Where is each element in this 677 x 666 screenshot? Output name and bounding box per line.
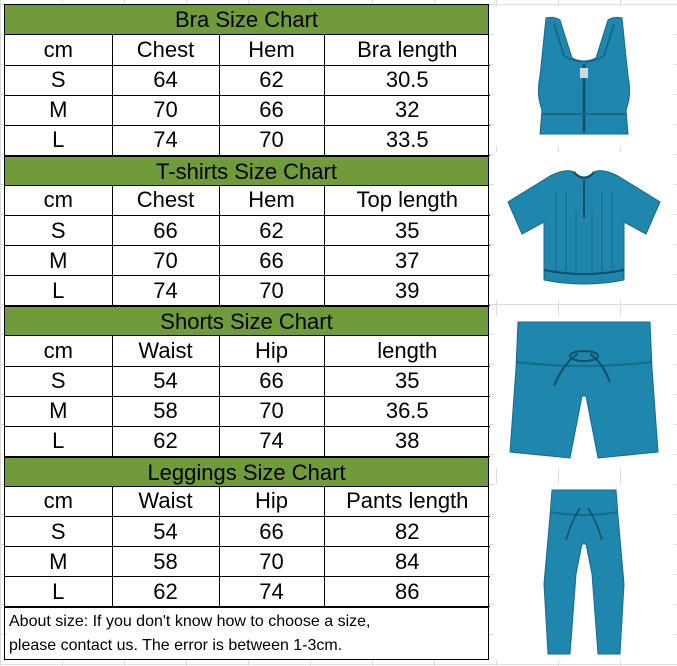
table-cell: 58 — [112, 547, 219, 577]
table-cell: 70 — [219, 276, 324, 306]
table-cell: S — [5, 366, 112, 396]
table-cell: 70 — [219, 396, 324, 426]
table-cell: L — [5, 426, 112, 456]
table-cell: M — [5, 396, 112, 426]
table-cell: S — [5, 517, 112, 547]
table-cell: 70 — [112, 95, 219, 125]
table-cell: 74 — [112, 276, 219, 306]
leggings-size-section — [5, 457, 488, 608]
table-cell: 74 — [219, 577, 324, 607]
table-cell: 33.5 — [324, 125, 490, 155]
table-cell: 82 — [324, 517, 490, 547]
header-cell: Hip — [219, 487, 324, 517]
leggings-size-table — [5, 487, 490, 608]
shorts-size-section — [5, 306, 488, 457]
size-note — [5, 607, 488, 663]
bra-size-section — [5, 5, 488, 156]
bra-section-title: Bra Size Chart — [5, 5, 488, 35]
shorts-photo — [494, 316, 674, 468]
table-row — [5, 125, 490, 155]
table-cell: 32 — [324, 95, 490, 125]
table-cell: L — [5, 276, 112, 306]
header-cell: cm — [5, 186, 112, 216]
table-cell: M — [5, 547, 112, 577]
header-cell: cm — [5, 336, 112, 366]
header-cell: Top length — [324, 186, 490, 216]
table-cell: 70 — [219, 125, 324, 155]
table-cell: 64 — [112, 65, 219, 95]
table-cell: L — [5, 577, 112, 607]
table-row — [5, 246, 490, 276]
t-shirt-photo — [494, 152, 674, 300]
table-cell: 66 — [219, 246, 324, 276]
table-row — [5, 366, 490, 396]
tshirt-size-table — [5, 186, 490, 307]
size-note-line: please contact us. The error is between 1-3cm. — [9, 637, 343, 654]
table-cell: 62 — [219, 216, 324, 246]
table-cell: 54 — [112, 517, 219, 547]
table-cell: 35 — [324, 216, 490, 246]
table-cell: M — [5, 246, 112, 276]
size-chart — [4, 4, 489, 660]
table-cell: 66 — [219, 366, 324, 396]
bra-size-table — [5, 35, 490, 156]
header-cell: Waist — [112, 336, 219, 366]
header-cell: Waist — [112, 487, 219, 517]
header-cell: cm — [5, 35, 112, 65]
shorts-size-table — [5, 336, 490, 457]
table-cell: L — [5, 125, 112, 155]
table-cell: 30.5 — [324, 65, 490, 95]
table-cell: 74 — [219, 426, 324, 456]
table-cell: 62 — [219, 65, 324, 95]
table-cell: 37 — [324, 246, 490, 276]
table-cell: 84 — [324, 547, 490, 577]
header-cell: Chest — [112, 186, 219, 216]
table-header-row — [5, 35, 490, 65]
tshirt-section-title: T-shirts Size Chart — [5, 156, 488, 186]
table-header-row — [5, 487, 490, 517]
leggings-section-title: Leggings Size Chart — [5, 457, 488, 487]
sports-bra-photo — [494, 6, 674, 146]
table-cell: 39 — [324, 276, 490, 306]
table-cell: 70 — [219, 547, 324, 577]
header-cell: Hem — [219, 186, 324, 216]
header-cell: cm — [5, 487, 112, 517]
header-cell: length — [324, 336, 490, 366]
tshirt-size-section — [5, 156, 488, 307]
table-row — [5, 65, 490, 95]
header-cell: Bra length — [324, 35, 490, 65]
header-cell: Hip — [219, 336, 324, 366]
table-header-row — [5, 186, 490, 216]
table-cell: M — [5, 95, 112, 125]
table-cell: 70 — [112, 246, 219, 276]
size-note-line: About size: If you don't know how to choose a size, — [9, 613, 371, 630]
table-cell: 62 — [112, 426, 219, 456]
header-cell: Pants length — [324, 487, 490, 517]
header-cell: Hem — [219, 35, 324, 65]
table-row — [5, 216, 490, 246]
table-cell: S — [5, 216, 112, 246]
table-cell: 35 — [324, 366, 490, 396]
table-cell: 86 — [324, 577, 490, 607]
leggings-photo — [494, 484, 674, 660]
table-cell: 38 — [324, 426, 490, 456]
table-cell: 66 — [112, 216, 219, 246]
table-header-row — [5, 336, 490, 366]
table-row — [5, 577, 490, 607]
shorts-section-title: Shorts Size Chart — [5, 306, 488, 336]
table-row — [5, 276, 490, 306]
table-cell: 36.5 — [324, 396, 490, 426]
table-cell: 58 — [112, 396, 219, 426]
table-cell: 74 — [112, 125, 219, 155]
header-cell: Chest — [112, 35, 219, 65]
table-row — [5, 547, 490, 577]
table-row — [5, 396, 490, 426]
table-cell: 66 — [219, 95, 324, 125]
table-row — [5, 517, 490, 547]
table-cell: 54 — [112, 366, 219, 396]
table-row — [5, 95, 490, 125]
table-cell: 66 — [219, 517, 324, 547]
table-row — [5, 426, 490, 456]
table-cell: 62 — [112, 577, 219, 607]
table-cell: S — [5, 65, 112, 95]
